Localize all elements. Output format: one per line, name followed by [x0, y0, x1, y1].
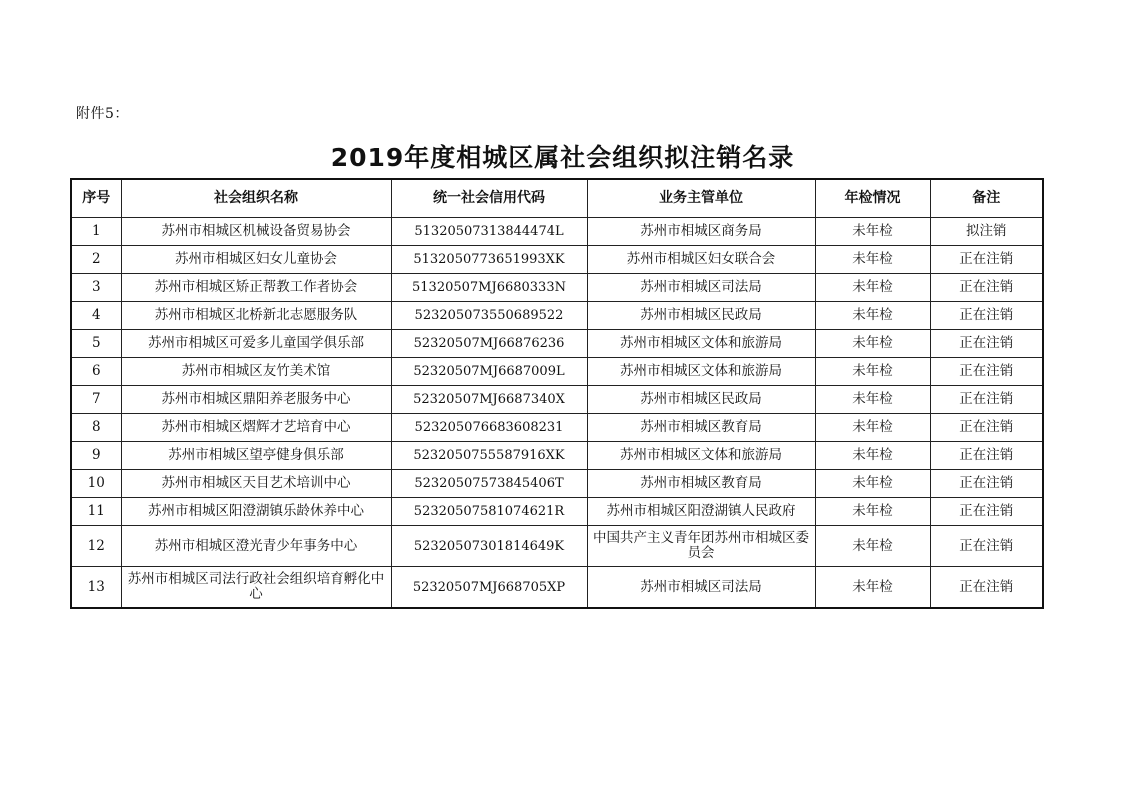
attachment-label: 附件5： — [76, 106, 129, 122]
cell-inspection: 未年检 — [815, 567, 930, 609]
cell-inspection: 未年检 — [815, 470, 930, 498]
cell-code: 523205076683608231 — [391, 414, 587, 442]
table-row — [71, 330, 1043, 358]
table-header-row — [71, 179, 1043, 218]
cell-inspection: 未年检 — [815, 330, 930, 358]
cell-remark: 正在注销 — [930, 526, 1043, 567]
cell-remark: 正在注销 — [930, 414, 1043, 442]
cell-inspection: 未年检 — [815, 274, 930, 302]
table-row — [71, 414, 1043, 442]
table-row — [71, 358, 1043, 386]
cell-code: 5232050755587916XK — [391, 442, 587, 470]
cell-code: 523205073550689522 — [391, 302, 587, 330]
table-row — [71, 218, 1043, 246]
table-row — [71, 302, 1043, 330]
cell-unit: 苏州市相城区妇女联合会 — [587, 246, 815, 274]
cell-code: 51320507313844474L — [391, 218, 587, 246]
header-unit: 业务主管单位 — [587, 179, 815, 218]
page-title: 2019年度相城区属社会组织拟注销名录 — [330, 143, 795, 172]
cell-remark: 正在注销 — [930, 246, 1043, 274]
cell-unit: 苏州市相城区阳澄湖镇人民政府 — [587, 498, 815, 526]
table-row — [71, 526, 1043, 567]
cell-name: 苏州市相城区鼎阳养老服务中心 — [121, 386, 391, 414]
cell-unit: 苏州市相城区民政局 — [587, 386, 815, 414]
header-seq: 序号 — [71, 179, 121, 218]
cell-remark: 正在注销 — [930, 386, 1043, 414]
cell-inspection: 未年检 — [815, 526, 930, 567]
cell-inspection: 未年检 — [815, 414, 930, 442]
cell-inspection: 未年检 — [815, 246, 930, 274]
cell-unit: 中国共产主义青年团苏州市相城区委员会 — [587, 526, 815, 567]
cell-unit: 苏州市相城区教育局 — [587, 414, 815, 442]
table-row — [71, 470, 1043, 498]
cell-unit: 苏州市相城区商务局 — [587, 218, 815, 246]
table-row — [71, 246, 1043, 274]
table-row — [71, 498, 1043, 526]
cell-seq: 2 — [71, 246, 121, 274]
cell-remark: 正在注销 — [930, 330, 1043, 358]
cell-unit: 苏州市相城区文体和旅游局 — [587, 358, 815, 386]
header-code: 统一社会信用代码 — [391, 179, 587, 218]
cell-seq: 4 — [71, 302, 121, 330]
cell-seq: 8 — [71, 414, 121, 442]
cell-name: 苏州市相城区阳澄湖镇乐龄休养中心 — [121, 498, 391, 526]
cell-unit: 苏州市相城区教育局 — [587, 470, 815, 498]
cell-remark: 正在注销 — [930, 567, 1043, 609]
cell-name: 苏州市相城区望亭健身俱乐部 — [121, 442, 391, 470]
cell-unit: 苏州市相城区文体和旅游局 — [587, 330, 815, 358]
cell-name: 苏州市相城区司法行政社会组织培育孵化中心 — [121, 567, 391, 609]
cell-unit: 苏州市相城区民政局 — [587, 302, 815, 330]
cell-name: 苏州市相城区天目艺术培训中心 — [121, 470, 391, 498]
cell-inspection: 未年检 — [815, 442, 930, 470]
cell-remark: 正在注销 — [930, 470, 1043, 498]
cell-seq: 3 — [71, 274, 121, 302]
cell-seq: 13 — [71, 567, 121, 609]
cell-seq: 12 — [71, 526, 121, 567]
cell-name: 苏州市相城区可爱多儿童国学俱乐部 — [121, 330, 391, 358]
cell-remark: 正在注销 — [930, 442, 1043, 470]
cell-name: 苏州市相城区机械设备贸易协会 — [121, 218, 391, 246]
table-row — [71, 442, 1043, 470]
cell-inspection: 未年检 — [815, 386, 930, 414]
cell-seq: 9 — [71, 442, 121, 470]
cell-code: 5132050773651993XK — [391, 246, 587, 274]
cell-seq: 7 — [71, 386, 121, 414]
header-remark: 备注 — [930, 179, 1043, 218]
cell-inspection: 未年检 — [815, 302, 930, 330]
cell-name: 苏州市相城区妇女儿童协会 — [121, 246, 391, 274]
cell-code: 52320507MJ6687340X — [391, 386, 587, 414]
cell-remark: 正在注销 — [930, 302, 1043, 330]
cell-code: 51320507MJ6680333N — [391, 274, 587, 302]
deregistration-table — [70, 178, 1044, 609]
table-row — [71, 274, 1043, 302]
cell-name: 苏州市相城区友竹美术馆 — [121, 358, 391, 386]
cell-remark: 拟注销 — [930, 218, 1043, 246]
table-row — [71, 567, 1043, 609]
cell-code: 52320507MJ668705XP — [391, 567, 587, 609]
cell-unit: 苏州市相城区司法局 — [587, 567, 815, 609]
cell-name: 苏州市相城区澄光青少年事务中心 — [121, 526, 391, 567]
cell-seq: 10 — [71, 470, 121, 498]
cell-code: 52320507581074621R — [391, 498, 587, 526]
cell-name: 苏州市相城区北桥新北志愿服务队 — [121, 302, 391, 330]
cell-inspection: 未年检 — [815, 358, 930, 386]
cell-unit: 苏州市相城区司法局 — [587, 274, 815, 302]
cell-seq: 11 — [71, 498, 121, 526]
cell-seq: 5 — [71, 330, 121, 358]
cell-unit: 苏州市相城区文体和旅游局 — [587, 442, 815, 470]
cell-inspection: 未年检 — [815, 218, 930, 246]
cell-remark: 正在注销 — [930, 274, 1043, 302]
cell-seq: 6 — [71, 358, 121, 386]
table-row — [71, 386, 1043, 414]
cell-seq: 1 — [71, 218, 121, 246]
cell-name: 苏州市相城区熠辉才艺培育中心 — [121, 414, 391, 442]
header-inspection: 年检情况 — [815, 179, 930, 218]
cell-remark: 正在注销 — [930, 498, 1043, 526]
cell-inspection: 未年检 — [815, 498, 930, 526]
cell-name: 苏州市相城区矫正帮教工作者协会 — [121, 274, 391, 302]
cell-code: 52320507MJ66876236 — [391, 330, 587, 358]
cell-code: 52320507MJ6687009L — [391, 358, 587, 386]
cell-code: 52320507573845406T — [391, 470, 587, 498]
cell-remark: 正在注销 — [930, 358, 1043, 386]
header-name: 社会组织名称 — [121, 179, 391, 218]
cell-code: 52320507301814649K — [391, 526, 587, 567]
